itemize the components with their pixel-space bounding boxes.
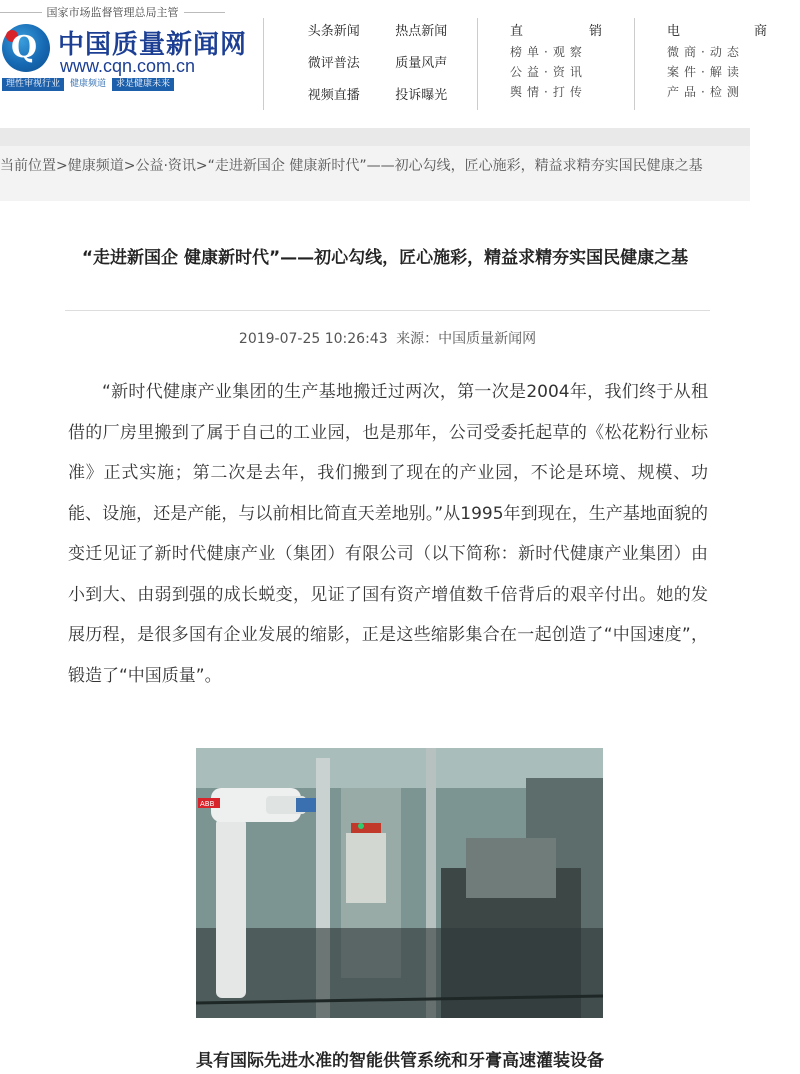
nav-complaint-exposure[interactable]: 投诉曝光 [395,88,448,103]
robot-brand-label: ABB [200,800,215,808]
divider [634,18,635,110]
direct-sales-link[interactable]: 公益·资讯 [510,65,587,79]
article-datetime: 2019-07-25 10:26:43 [238,331,388,347]
logo-title[interactable]: 中国质量新闻网 [58,30,248,60]
nav-headline-news[interactable]: 头条新闻 [307,24,360,39]
article-title: “走进新国企 健康新时代”——初心勾线，匠心施彩，精益求精夯实国民健康之基 [81,248,689,268]
ecommerce-column [667,22,767,102]
divider [263,18,264,110]
site-header [0,0,767,128]
breadcrumb-link[interactable]: 公益·资讯 [135,158,196,174]
breadcrumb-separator: > [195,158,208,174]
article-photo [196,748,603,1018]
article-paragraph: “新时代健康产业集团的生产基地搬迁过两次，第一次是2004年，我们终于从租借的厂房里搬到了属于自己的工业园，也是那年，公司受委托起草的《松花粉行业标准》正式实施；第二次是去年，我们搬到了现在的产业园，不论是环境、规模、功能、设施，还是产能，与以前相比简直天差地别。”从1995年到现在，生产基地面貌的变迁见证了新时代健康产业（集团）有限公司（以下简称：新时代健康产业集团）由小到大、由弱到强的成长蜕变，见证了国有资产增值数千倍背后的艰辛付出。她的发展历程，是很多国有企业发展的缩影，正是这些缩影集合在一起创造了“中国速度”，锻造了“中国质量”。 [68,382,708,686]
breadcrumb-prefix: 当前位置> [0,158,68,174]
direct-sales-title[interactable]: 直 销 [510,24,602,39]
header-band [0,128,750,146]
slogan-bar [2,78,174,91]
nav-live-video[interactable]: 视频直播 [307,88,360,103]
breadcrumb-current: “走进新国企 健康新时代”——初心勾线，匠心施彩，精益求精夯实国民健康之基 [207,158,703,174]
logo-icon[interactable]: Q [2,24,50,72]
slogan-item: 健康频道 [70,79,107,89]
main-nav [290,22,465,106]
slogan-item: 理性审视行业 [2,78,64,91]
divider [477,18,478,110]
source-label: 来源： [396,331,439,347]
nav-hot-news[interactable]: 热点新闻 [395,24,448,39]
direct-sales-column [510,22,602,102]
divider [65,310,710,311]
nav-quality-voice[interactable]: 质量风声 [395,56,448,71]
nav-law-commentary[interactable]: 微评普法 [307,56,360,71]
ecommerce-link[interactable]: 案件·解读 [667,65,744,79]
article-source: 中国质量新闻网 [438,331,537,347]
ecommerce-link[interactable]: 产品·检测 [667,85,744,99]
breadcrumb [0,146,750,201]
factory-robot-illustration [196,748,603,1018]
divider [184,12,226,13]
article-meta [0,328,775,348]
ecommerce-title[interactable]: 电 商 [667,24,767,39]
supervisor-line [0,4,225,20]
divider [0,12,42,13]
ecommerce-link[interactable]: 微商·动态 [667,45,744,59]
supervisor-text: 国家市场监督管理总局主管 [46,6,179,19]
logo-url[interactable]: www.cqn.com.cn [60,56,196,76]
direct-sales-link[interactable]: 舆情·打传 [510,85,587,99]
direct-sales-link[interactable]: 榜单·观察 [510,45,587,59]
breadcrumb-link[interactable]: 健康频道> [67,158,136,174]
slogan-item: 求是健康未来 [112,78,174,91]
photo-caption: 具有国际先进水准的智能供管系统和牙膏高速灌装设备 [196,1051,604,1071]
